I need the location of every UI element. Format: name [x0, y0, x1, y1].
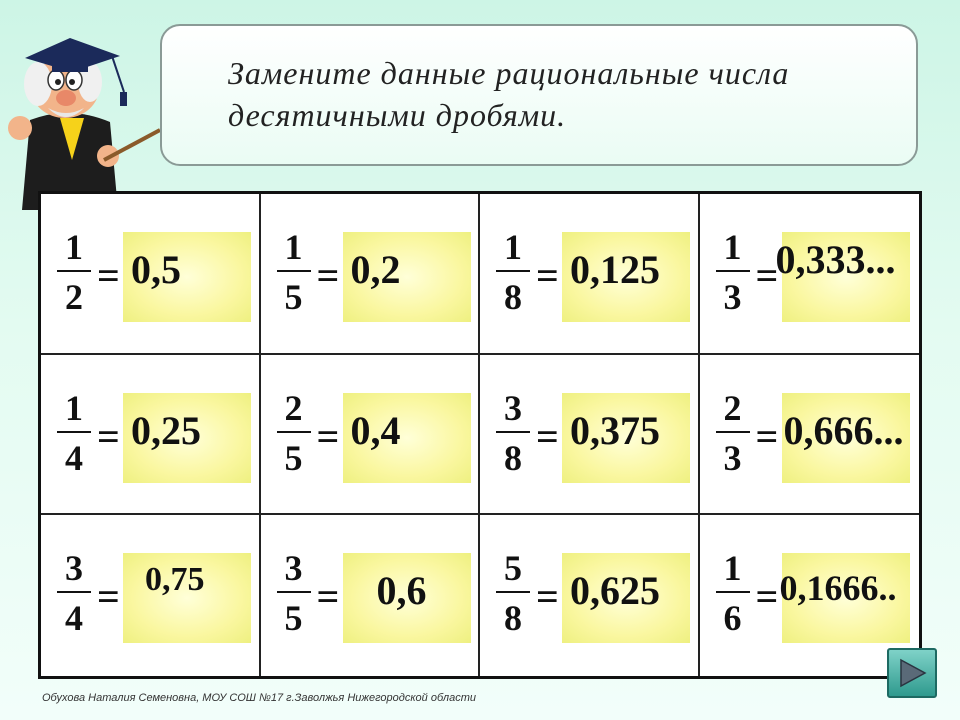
fraction-bar — [277, 591, 311, 593]
fraction-bar — [496, 431, 530, 433]
equals-sign: = — [97, 253, 120, 298]
answer-value: 0,75 — [145, 561, 205, 599]
fraction — [496, 389, 530, 477]
answer-value: 0,1666.. — [779, 568, 897, 609]
fraction-cell — [700, 194, 920, 355]
fraction-cell — [261, 194, 481, 355]
fraction — [57, 389, 91, 477]
fraction-bar — [716, 270, 750, 272]
fraction-bar — [716, 591, 750, 593]
fraction — [57, 549, 91, 637]
speech-bubble — [160, 24, 918, 166]
answer-value: 0,2 — [350, 247, 401, 292]
fraction-numerator: 1 — [65, 227, 83, 267]
fraction-numerator: 2 — [284, 387, 303, 428]
fraction — [496, 549, 530, 637]
fraction — [57, 228, 91, 316]
fraction-denominator: 6 — [723, 598, 742, 639]
fraction — [277, 549, 311, 637]
fraction-numerator: 1 — [723, 227, 742, 267]
answer-value: 0,5 — [131, 247, 181, 292]
equals-sign: = — [316, 574, 340, 620]
next-slide-button[interactable] — [887, 648, 937, 698]
fraction-denominator: 4 — [65, 598, 83, 639]
answer-value: 0,4 — [350, 407, 401, 453]
fraction-cell — [480, 194, 700, 355]
answer-value: 0,375 — [570, 407, 660, 453]
professor-mascot — [0, 10, 170, 210]
fraction-bar — [277, 270, 311, 272]
fraction-numerator: 5 — [504, 548, 522, 589]
fraction — [716, 228, 750, 316]
fraction-bar — [716, 431, 750, 433]
fraction-denominator: 2 — [65, 277, 83, 317]
equals-sign: = — [755, 253, 779, 298]
fraction-bar — [496, 270, 530, 272]
fraction-bar — [57, 431, 91, 433]
fraction-numerator: 2 — [723, 387, 742, 428]
fraction-denominator: 8 — [504, 437, 522, 478]
fraction-bar — [277, 431, 311, 433]
fraction-numerator: 3 — [284, 548, 303, 589]
fraction-numerator: 1 — [65, 387, 83, 428]
fraction-cell — [480, 515, 700, 676]
answer-value: 0,333... — [775, 237, 896, 282]
fraction-bar — [57, 591, 91, 593]
instruction-text — [228, 52, 886, 136]
instruction-line-2: десятичными дробями. — [228, 97, 567, 133]
equals-sign: = — [316, 253, 340, 298]
answer-value: 0,25 — [131, 407, 201, 453]
play-next-icon — [895, 656, 929, 690]
fraction — [716, 549, 750, 637]
instruction-line-1: Замените данные рациональные числа — [228, 55, 790, 91]
equals-sign: = — [536, 253, 559, 298]
fraction-numerator: 1 — [723, 548, 742, 589]
fraction-denominator: 4 — [65, 437, 83, 478]
fraction-denominator: 8 — [504, 277, 522, 317]
fraction-cell — [41, 515, 261, 676]
fraction-cell — [480, 355, 700, 516]
fraction-denominator: 3 — [723, 437, 742, 478]
fraction-cell — [261, 515, 481, 676]
answer-value: 0,666... — [783, 407, 904, 453]
equals-sign: = — [316, 413, 340, 459]
fraction-numerator: 1 — [504, 227, 522, 267]
equals-sign: = — [755, 413, 779, 459]
fraction-denominator: 3 — [723, 277, 742, 317]
fraction-denominator: 5 — [284, 277, 303, 317]
answer-value: 0,125 — [570, 247, 660, 292]
fraction-cell — [700, 355, 920, 516]
fraction — [496, 228, 530, 316]
equals-sign: = — [536, 574, 559, 620]
fraction-denominator: 8 — [504, 598, 522, 639]
fraction-denominator: 5 — [284, 598, 303, 639]
equals-sign: = — [755, 574, 779, 620]
fraction-numerator: 3 — [504, 387, 522, 428]
equals-sign: = — [97, 574, 120, 620]
fraction-denominator: 5 — [284, 437, 303, 478]
fraction-numerator: 1 — [284, 227, 303, 267]
fraction-bar — [496, 591, 530, 593]
fraction — [277, 228, 311, 316]
answer-value: 0,6 — [376, 568, 427, 614]
fraction-numerator: 3 — [65, 548, 83, 589]
author-credit: Обухова Наталия Семеновна, МОУ СОШ №17 г.Заволжья Нижегородской области — [42, 692, 476, 704]
fraction-cell — [41, 355, 261, 516]
fraction — [277, 389, 311, 477]
fraction-cell — [261, 355, 481, 516]
equals-sign: = — [536, 413, 559, 459]
fraction — [716, 389, 750, 477]
equals-sign: = — [97, 413, 120, 459]
fraction-cell — [41, 194, 261, 355]
fraction-grid — [38, 191, 922, 679]
fraction-bar — [57, 270, 91, 272]
answer-value: 0,625 — [570, 568, 660, 614]
